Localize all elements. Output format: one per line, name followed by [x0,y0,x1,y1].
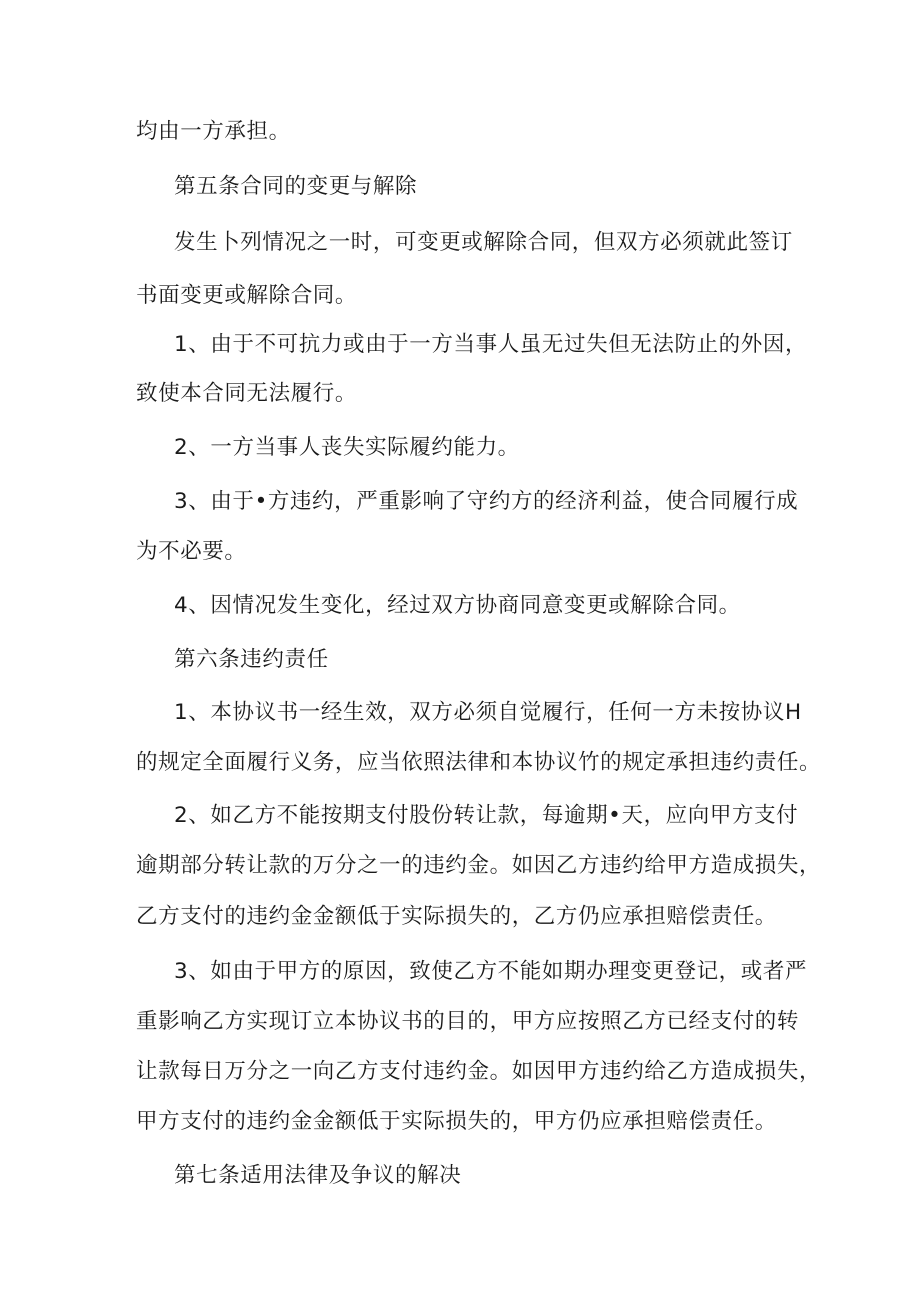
text-line: 为不必要。 [136,539,247,564]
section-heading: 第六条违约责任 [174,647,329,672]
text-line: 2、一方当事人丧失实际履约能力。 [174,435,520,460]
text-line: 的规定全面履行义务，应当依照法律和本协议竹的规定承担违约责任。 [136,750,822,775]
text-line: 乙方支付的违约金金额低于实际损失的，乙方仍应承担赔偿责任。 [136,904,777,929]
text-line: 让款每日万分之一向乙方支付违约金。如因甲方违约给乙方造成损失， [136,1059,822,1084]
text-line: 1、本协议书一经生效，双方必须自觉履行，任何一方未按协议H [174,700,802,725]
text-line: 1、由于不可抗力或由于一方当事人虽无过失但无法防止的外因， [174,332,808,357]
text-line: 致使本合同无法履行。 [136,381,358,406]
text-line: 发生卜列情况之一时，可变更或解除合同，但双方必须就此签订 [174,230,793,255]
text-line: 4、因情况发生变化，经过双方协商同意变更或解除合同。 [174,593,741,618]
text-line: 重影响乙方实现订立本协议书的目的，甲方应按照乙方已经支付的转 [136,1009,800,1034]
text-line: 均由一方承担。 [136,119,291,144]
text-line: 甲方支付的违约金金额低于实际损失的，甲方仍应承担赔偿责任。 [136,1109,777,1134]
text-line: 书面变更或解除合同。 [136,283,358,308]
section-heading: 第七条适用法律及争议的解决 [174,1163,462,1188]
text-line: 逾期部分转让款的万分之一的违约金。如因乙方违约给甲方造成损失， [136,853,822,878]
text-line: 3、如由于甲方的原因，致使乙方不能如期办理变更登记，或者严 [174,959,808,984]
text-line: 2、如乙方不能按期支付股份转让款，每逾期•天，应向甲方支付 [174,803,799,828]
section-heading: 第五条合同的变更与解除 [174,174,418,199]
text-line: 3、由于•方违约，严重影响了守约方的经济利益，使合同履行成 [174,489,799,514]
